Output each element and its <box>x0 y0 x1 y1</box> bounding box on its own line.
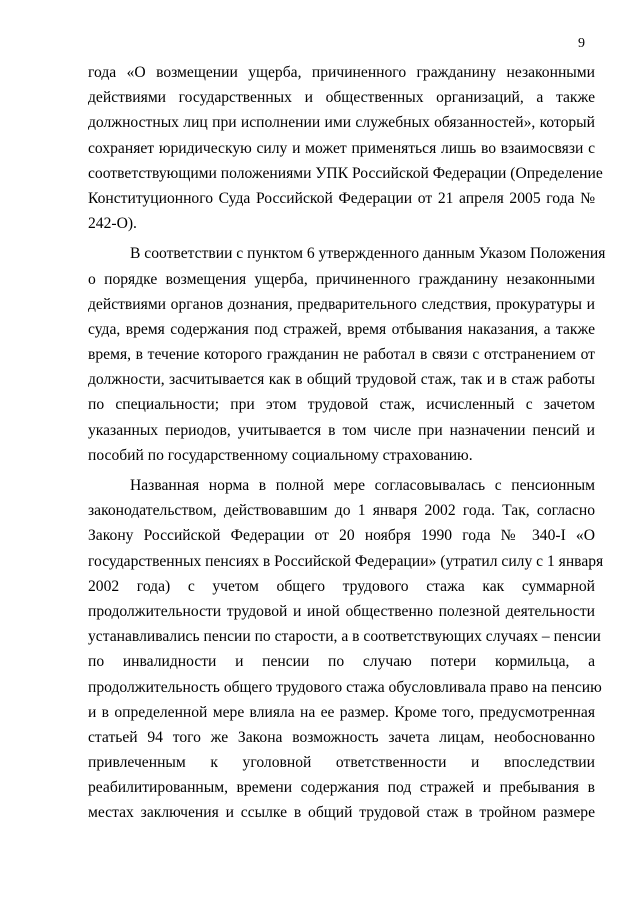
paragraph-line: продолжительность общего трудового стажа обусловливала право на пенсию <box>88 678 602 696</box>
paragraph-line: реабилитированным, времени содержания под стражей и пребывания в <box>88 779 595 797</box>
paragraph-line: должности, засчитывается как в общий трудовой стаж, так и в стаж работы <box>88 371 595 389</box>
paragraph-line: законодательством, действовавшим до 1 января 2002 года. Так, согласно <box>88 502 595 520</box>
paragraph-3 <box>88 473 604 826</box>
page-number: 9 <box>578 36 585 51</box>
paragraph-line: Конституционного Суда Российской Федерации от 21 апреля 2005 года № <box>88 189 595 207</box>
paragraph-line: Закону Российской Федерации от 20 ноября 1990 года № 340-I «О <box>88 527 595 545</box>
paragraph-line: продолжительности трудовой и иной общественно полезной деятельности <box>88 602 595 620</box>
paragraph-line: суда, время содержания под стражей, время отбывания наказания, а также <box>88 320 595 338</box>
paragraph-line: 2002 года) с учетом общего трудового стажа как суммарной <box>88 577 595 595</box>
paragraph-line: действиями государственных и общественных организаций, а также <box>88 89 595 107</box>
paragraph-line: о порядке возмещения ущерба, причиненного гражданину незаконными <box>88 270 595 288</box>
paragraph-line: В соответствии с пунктом 6 утвержденного данным Указом Положения <box>130 245 606 263</box>
paragraph-line: статьей 94 того же Закона возможность зачета лицам, необоснованно <box>88 728 595 746</box>
paragraph-line: года «О возмещении ущерба, причиненного гражданину незаконными <box>88 64 595 81</box>
paragraph-line: по инвалидности и пенсии по случаю потери кормильца, а <box>88 653 595 671</box>
paragraph-line: действиями органов дознания, предварительного следствия, прокуратуры и <box>88 295 595 313</box>
paragraph-line: указанных периодов, учитывается в том числе при назначении пенсий и <box>88 421 595 439</box>
paragraph-line: соответствующими положениями УПК Российской Федерации (Определение <box>88 164 603 182</box>
paragraph-line: 242-О). <box>88 215 137 233</box>
paragraph-line: государственных пенсиях в Российской Федерации» (утратил силу с 1 января <box>88 552 604 570</box>
paragraph-line: Названная норма в полной мере согласовывалась с пенсионным <box>130 477 595 494</box>
paragraph-line: и в определенной мере влияла на ее размер. Кроме того, предусмотренная <box>88 703 595 721</box>
paragraph-line: местах заключения и ссылке в общий трудовой стаж в тройном размере <box>88 804 595 822</box>
paragraph-line: время, в течение которого гражданин не работал в связи с отстранением от <box>88 346 595 364</box>
paragraph-line: устанавливались пенсии по старости, а в соответствующих случаях – пенсии <box>88 628 601 646</box>
paragraph-1 <box>88 60 603 236</box>
paragraph-line: сохраняет юридическую силу и может применяться лишь во взаимосвязи с <box>88 139 595 157</box>
paragraph-2 <box>88 241 606 468</box>
paragraph-line: привлеченным к уголовной ответственности и впоследствии <box>88 754 595 772</box>
paragraph-line: по специальности; при этом трудовой стаж, исчисленный с зачетом <box>88 396 595 414</box>
paragraph-line: пособий по государственному социальному страхованию. <box>88 446 473 464</box>
paragraph-line: должностных лиц при исполнении ими служебных обязанностей», который <box>88 114 595 132</box>
document-body <box>88 60 606 826</box>
